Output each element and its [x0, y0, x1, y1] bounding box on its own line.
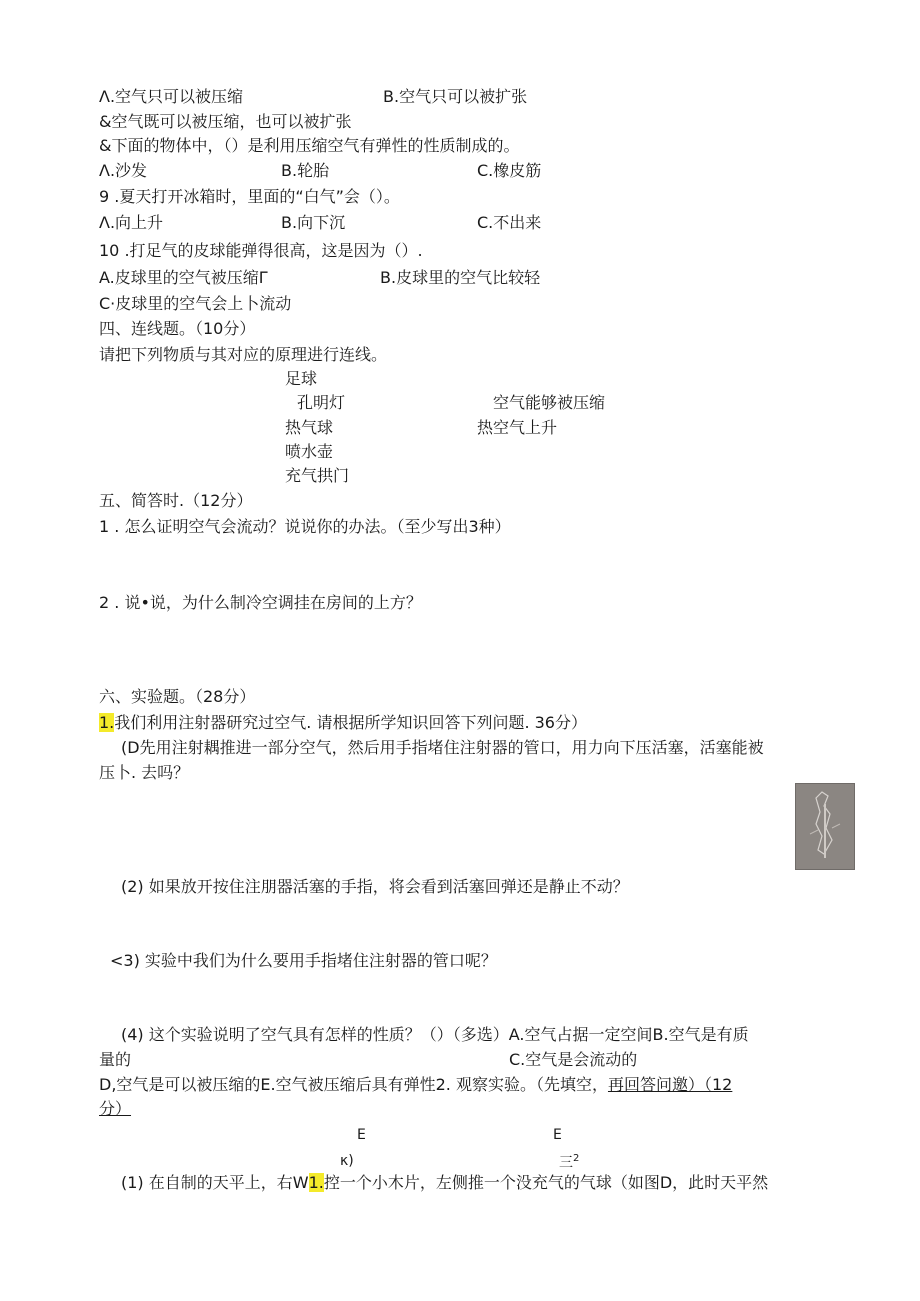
match-left-item: 充气拱门	[285, 466, 350, 485]
q7-option-a: Λ.空气只可以被压缩	[99, 87, 244, 106]
section6-question-1	[99, 712, 587, 734]
section4-title: 四、连线题。（10分）	[99, 319, 256, 338]
experiment1-sub1-line1: (D先用注射耦推进一部分空气，然后用手指堵住注射器的管口，用力向下压活塞，活塞能被	[121, 738, 764, 757]
q7-option-c: &空气既可以被压缩，也可以被扩张	[99, 112, 352, 131]
section5-question-1: 1 . 怎么证明空气会流动？说说你的办法。（至少写出3种）	[99, 517, 511, 536]
section4-instruction: 请把下列物质与其对应的原理进行连线。	[99, 345, 388, 364]
match-left-item: 孔明灯	[297, 393, 346, 412]
experiment1-sub4-line3a: D,空气是可以被压缩的E.空气被压缩后具有弹性2. 观察实验。（先填空，	[99, 1075, 608, 1094]
match-left-item: 足球	[285, 369, 318, 388]
figure-right-label-main: 三	[559, 1155, 573, 1171]
experiment1-sub1-line2: 压卜. 去吗？	[99, 763, 190, 782]
figure-right-label-bottom	[559, 1148, 579, 1174]
match-right-item: 空气能够被压缩	[493, 393, 606, 412]
q7-option-b: B.空气只可以被扩张	[383, 87, 528, 106]
experiment2-sub1-part-b: 控一个小木片，左侧推一个没充气的气球（如图D，此时天平然	[323, 1173, 769, 1192]
section5-question-2: 2 . 说•说，为什么制冷空调挂在房间的上方？	[99, 593, 422, 612]
q10-option-c: C·皮球里的空气会上卜流动	[99, 294, 292, 313]
question-number-highlight: 1.	[99, 713, 115, 732]
experiment2-sub1-part-a: (1) 在自制的天平上，右W	[121, 1173, 309, 1192]
q9-option-a: Λ.向上升	[99, 213, 164, 232]
figure-right-label-sup: 2	[573, 1153, 580, 1164]
q9-option-c: C.不出来	[477, 213, 542, 232]
section5-title: 五、简答时.（12分）	[99, 491, 253, 510]
experiment2-sub1-highlight: 1.	[308, 1173, 324, 1192]
q10-option-a: A.皮球里的空气被压缩Γ	[99, 268, 268, 287]
q9-option-b: B.向下沉	[281, 213, 346, 232]
section6-question-1-text: 我们利用注射器研究过空气. 请根据所学知识回答下列问题. 36分）	[114, 713, 587, 732]
q10-option-b: B.皮球里的空气比较轻	[380, 268, 541, 287]
figure-right-label-top: E	[553, 1127, 562, 1143]
q9-stem: 9 .夏天打开冰箱时，里面的“白气”会（）。	[99, 187, 400, 206]
experiment1-sub4-line3b: 再回答问邀）（12	[607, 1075, 733, 1094]
match-right-item: 热空气上升	[477, 418, 558, 437]
q8-option-b: B.轮胎	[281, 161, 330, 180]
experiment1-sub4-line3	[99, 1074, 732, 1096]
section6-title: 六、实验题。（28分）	[99, 687, 256, 706]
match-left-item: 热气球	[285, 418, 334, 437]
experiment1-sub3: <3) 实验中我们为什么要用手指堵住注射器的管口呢？	[110, 951, 497, 970]
q8-option-c: C.橡皮筋	[477, 161, 542, 180]
syringe-photo	[795, 783, 855, 870]
experiment1-sub4-line4: 分）	[99, 1099, 132, 1118]
figure-left-label-top: E	[357, 1127, 366, 1143]
q10-stem: 10 .打足气的皮球能弹得很高，这是因为（）.	[99, 241, 423, 260]
experiment1-sub4-line2b: C.空气是会流动的	[509, 1050, 638, 1069]
experiment2-sub1	[121, 1172, 768, 1194]
experiment1-sub4-line2a: 量的	[99, 1050, 132, 1069]
q8-stem: &下面的物体中，（）是利用压缩空气有弹性的性质制成的。	[99, 136, 520, 155]
experiment1-sub2: (2) 如果放开按住注朋器活塞的手指，将会看到活塞回弹还是静止不动？	[121, 877, 629, 896]
figure-left-label-bottom: κ)	[340, 1153, 354, 1169]
experiment1-sub4-line1: (4) 这个实验说明了空气具有怎样的性质？（）（多选）A.空气占据一定空间B.空气是有质	[121, 1025, 749, 1044]
q8-option-a: Λ.沙发	[99, 161, 148, 180]
match-left-item: 喷水壶	[285, 442, 334, 461]
